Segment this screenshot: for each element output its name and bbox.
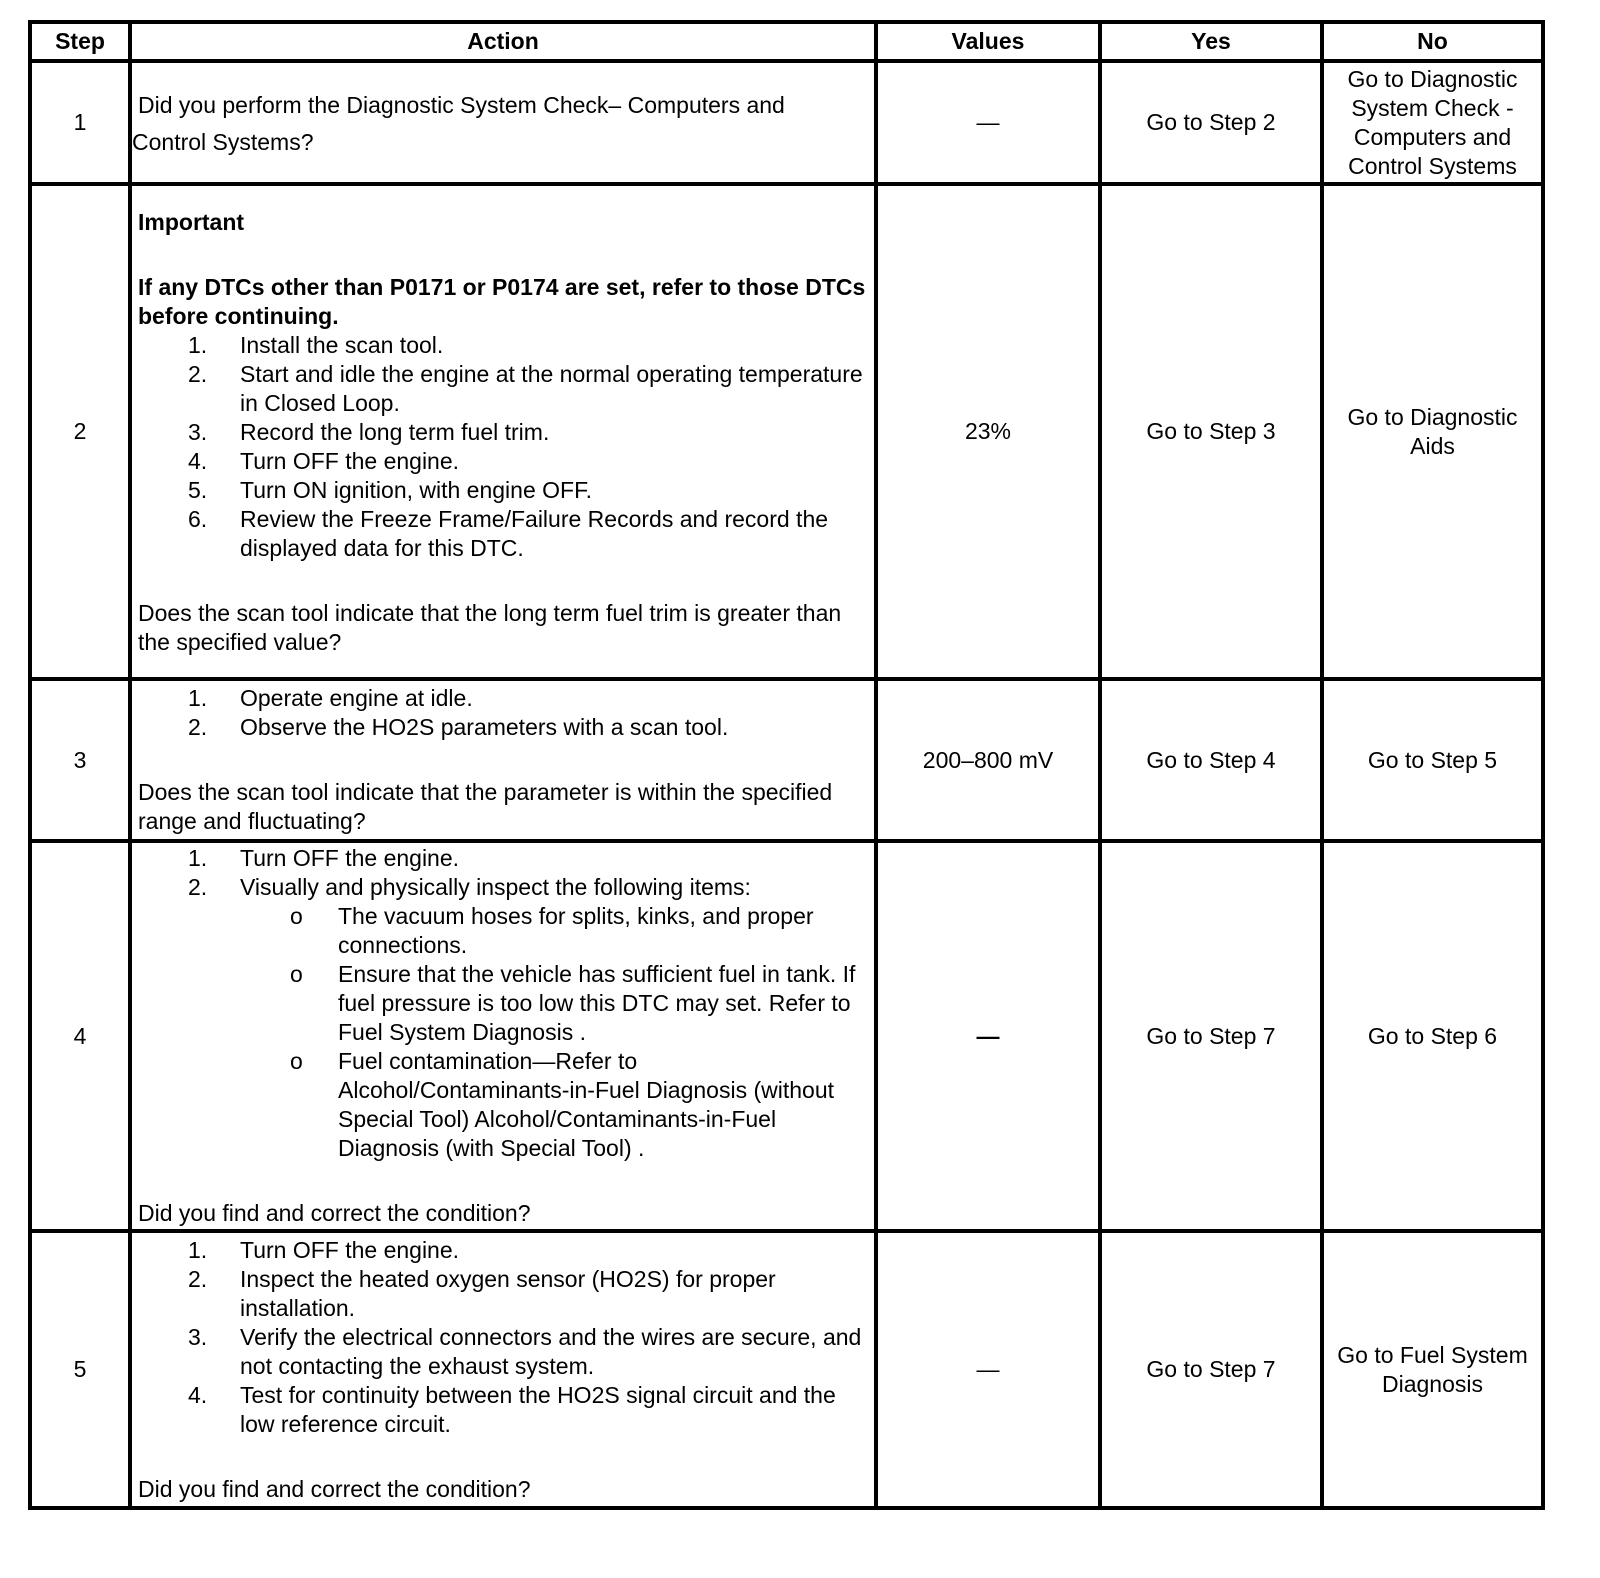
header-yes: Yes (1100, 22, 1322, 61)
item-text: Observe the HO2S parameters with a scan tool. (240, 714, 729, 740)
yes-cell: Go to Step 7 (1100, 841, 1322, 1231)
yes-cell: Go to Step 7 (1100, 1231, 1322, 1508)
item-number: 3. (188, 419, 208, 445)
sub-list-item (240, 902, 868, 960)
procedure-list (138, 684, 868, 742)
item-number: 1. (188, 1236, 208, 1263)
yes-cell: Go to Step 3 (1100, 184, 1322, 679)
item-text: Verify the electrical connectors and the wires are secure, and not contacting the exhaust system. (240, 1323, 862, 1379)
list-item (138, 418, 868, 447)
list-item (138, 447, 868, 476)
question-text: Did you find and correct the condition? (138, 1200, 531, 1226)
item-text: The vacuum hoses for splits, kinks, and proper connections. (338, 903, 814, 958)
table-row-step-4 (30, 841, 1543, 1231)
sub-list-item (240, 960, 868, 1047)
no-cell: Go to Step 6 (1322, 841, 1543, 1231)
item-number: 3. (188, 1323, 208, 1350)
header-step: Step (30, 22, 130, 61)
sub-list-item (240, 1047, 868, 1163)
no-cell: Go to Fuel System Diagnosis (1322, 1231, 1543, 1508)
item-text: Start and idle the engine at the normal operating temperature in Closed Loop. (240, 361, 863, 416)
procedure-list (138, 1236, 868, 1439)
table-row-step-3 (30, 679, 1543, 841)
diagnostic-table (28, 20, 1545, 1510)
important-text: If any DTCs other than P0171 or P0174 are set, refer to those DTCs before continuing. (138, 274, 866, 329)
table-row-step-1 (30, 61, 1543, 184)
step-number: 4 (30, 841, 130, 1231)
item-number: 2. (188, 361, 208, 387)
header-row (30, 22, 1543, 61)
list-item (138, 684, 868, 713)
action-cell (130, 679, 876, 841)
bullet-icon: o (290, 903, 303, 929)
question-text: Does the scan tool indicate that the long term fuel trim is greater than the specified value? (138, 600, 842, 655)
action-cell (130, 841, 876, 1231)
action-text: Control Systems? (132, 128, 314, 155)
value-cell: — (876, 1231, 1100, 1508)
no-cell: Go to Diagnostic Aids (1322, 184, 1543, 679)
action-cell (130, 61, 876, 184)
item-number: 1. (188, 332, 208, 358)
no-cell: Go to Step 5 (1322, 679, 1543, 841)
action-cell (130, 1231, 876, 1508)
table-row-step-5 (30, 1231, 1543, 1508)
procedure-list (138, 331, 868, 563)
list-item (138, 1323, 868, 1381)
table-row-step-2 (30, 184, 1543, 679)
step-number: 3 (30, 679, 130, 841)
header-values: Values (876, 22, 1100, 61)
list-item (138, 713, 868, 742)
item-number: 6. (188, 506, 208, 532)
action-text: Did you perform the Diagnostic System Check– Computers and (138, 91, 785, 118)
list-item (138, 331, 868, 360)
item-text: Turn ON ignition, with engine OFF. (240, 477, 592, 503)
item-number: 4. (188, 1381, 208, 1408)
list-item (138, 505, 868, 563)
yes-cell: Go to Step 4 (1100, 679, 1322, 841)
bullet-icon: o (290, 961, 303, 987)
item-text: Visually and physically inspect the following items: (240, 874, 751, 900)
item-text: Record the long term fuel trim. (240, 419, 550, 445)
yes-cell: Go to Step 2 (1100, 61, 1322, 184)
step-number: 5 (30, 1231, 130, 1508)
item-text: Turn OFF the engine. (240, 448, 460, 474)
value-cell: 23% (876, 184, 1100, 679)
item-text: Inspect the heated oxygen sensor (HO2S) for proper installation. (240, 1265, 776, 1321)
no-cell: Go to Diagnostic System Check - Computers and Control Systems (1322, 61, 1543, 184)
list-item (138, 476, 868, 505)
item-text: Fuel contamination—Refer to Alcohol/Contaminants-in-Fuel Diagnosis (without Special Tool) Alcohol/Contaminants-in-Fuel Diagnosis (with Special Tool) . (338, 1048, 835, 1161)
header-no: No (1322, 22, 1543, 61)
important-label: Important (138, 209, 245, 235)
value-cell: — (876, 841, 1100, 1231)
item-text: Install the scan tool. (240, 332, 444, 358)
bullet-icon: o (290, 1048, 303, 1074)
item-text: Turn OFF the engine. (240, 845, 460, 871)
item-number: 1. (188, 685, 208, 711)
item-number: 2. (188, 714, 208, 740)
step-number: 1 (30, 61, 130, 184)
item-number: 5. (188, 477, 208, 503)
list-item (138, 1236, 868, 1265)
list-item (138, 360, 868, 418)
value-cell: 200–800 mV (876, 679, 1100, 841)
list-item (138, 844, 868, 873)
value-cell: — (876, 61, 1100, 184)
item-text: Operate engine at idle. (240, 685, 473, 711)
step-number: 2 (30, 184, 130, 679)
item-text: Test for continuity between the HO2S signal circuit and the low reference circuit. (240, 1381, 836, 1437)
list-item (138, 873, 868, 1163)
header-action: Action (130, 22, 876, 61)
item-text: Review the Freeze Frame/Failure Records and record the displayed data for this DTC. (240, 506, 829, 561)
item-number: 2. (188, 874, 208, 900)
inspection-sublist (240, 902, 868, 1163)
question-text: Does the scan tool indicate that the parameter is within the specified range and fluctuating? (138, 779, 833, 834)
question-text: Did you find and correct the condition? (138, 1475, 531, 1502)
item-number: 2. (188, 1265, 208, 1292)
item-number: 4. (188, 448, 208, 474)
action-cell (130, 184, 876, 679)
item-text: Turn OFF the engine. (240, 1236, 460, 1263)
list-item (138, 1265, 868, 1323)
list-item (138, 1381, 868, 1439)
procedure-list (138, 844, 868, 1163)
item-text: Ensure that the vehicle has sufficient fuel in tank. If fuel pressure is too low this DTC may set. Refer to Fuel System Diagnosis . (338, 961, 856, 1045)
item-number: 1. (188, 845, 208, 871)
